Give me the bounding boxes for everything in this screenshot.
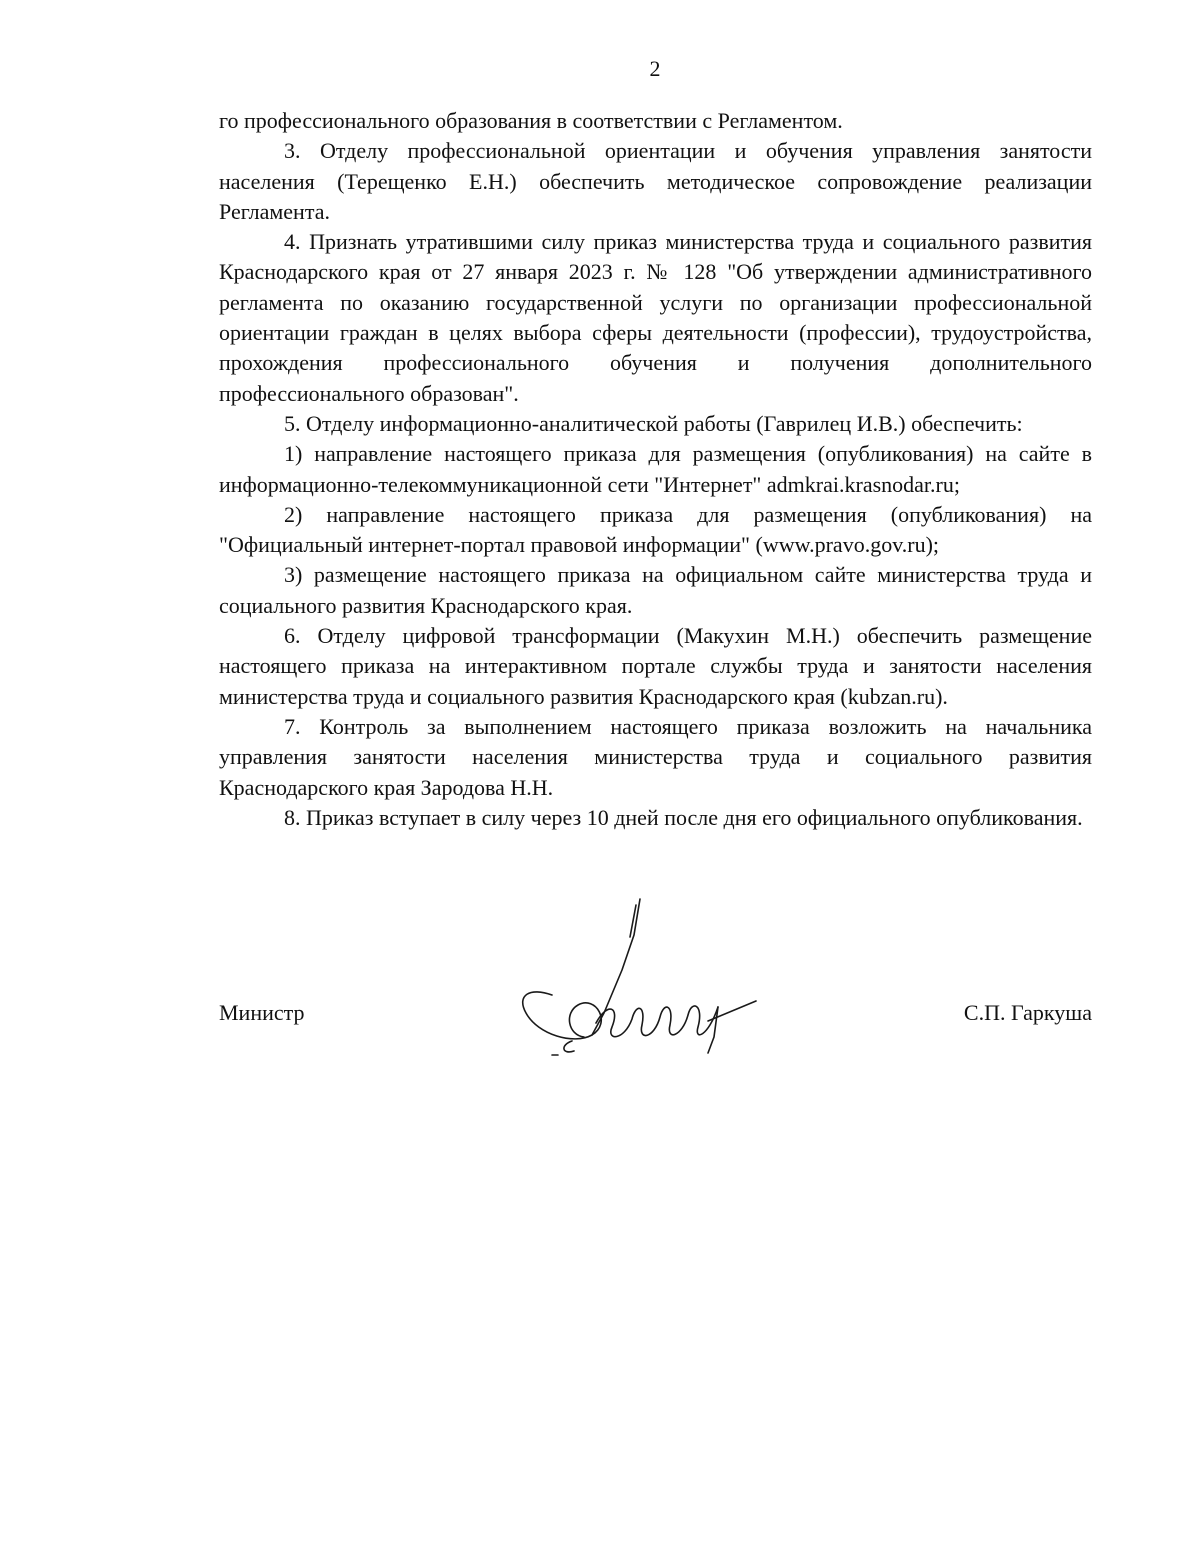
paragraph-subitem-2: 2) направление настоящего приказа для размещения (опубликования) на "Официальный интернет-портал правовой информации" (www.pravo.gov.ru); xyxy=(219,501,1092,558)
paragraph-item-4: 4. Признать утратившими силу приказ министерства труда и социального развития Краснодарского края от 27 января 2023 г. № 128 "Об утверждении административного регламента по оказанию государственной услуги по организации профессиональной ориентации граждан в целях выбора сферы деятельности (профессии), трудоустройства, прохождения профессионального обучения и получения дополнительного профессионального образован". xyxy=(219,229,1092,406)
paragraph-continuation: го профессионального образования в соответствии с Регламентом. xyxy=(219,108,843,133)
page-number: 2 xyxy=(649,56,661,81)
paragraph-subitem-3: 3) размещение настоящего приказа на официальном сайте министерства труда и социального развития Краснодарского края. xyxy=(219,562,1092,618)
paragraph-item-5: 5. Отделу информационно-аналитической работы (Гаврилец И.В.) обеспечить: xyxy=(284,410,1023,436)
paragraph-subitem-1: 1) направление настоящего приказа для размещения (опубликования) на сайте в информационно-телекоммуникационной сети "Интернет" admkrai.krasnodar.ru; xyxy=(219,441,1092,497)
paragraph-item-6: 6. Отделу цифровой трансформации (Макухин М.Н.) обеспечить размещение настоящего приказа на интерактивном портале службы труда и занятости населения министерства труда и социального развития Краснодарского края (kubzan.ru). xyxy=(219,623,1092,709)
paragraph-item-8: 8. Приказ вступает в силу через 10 дней после дня его официального опубликования. xyxy=(284,804,1083,830)
paragraph-item-3: 3. Отделу профессиональной ориентации и обучения управления занятости населения (Терещенко Е.Н.) обеспечить методическое сопровождение реализации Регламента. xyxy=(219,138,1092,224)
signature-icon xyxy=(512,895,762,1065)
document-body xyxy=(219,106,1092,833)
signatory-name: С.П. Гаркуша xyxy=(963,1000,1092,1025)
signatory-role: Министр xyxy=(219,1000,305,1025)
paragraph-item-7: 7. Контроль за выполнением настоящего приказа возложить на начальника управления занятости населения министерства труда и социального развития Краснодарского края Зародова Н.Н. xyxy=(219,713,1092,800)
